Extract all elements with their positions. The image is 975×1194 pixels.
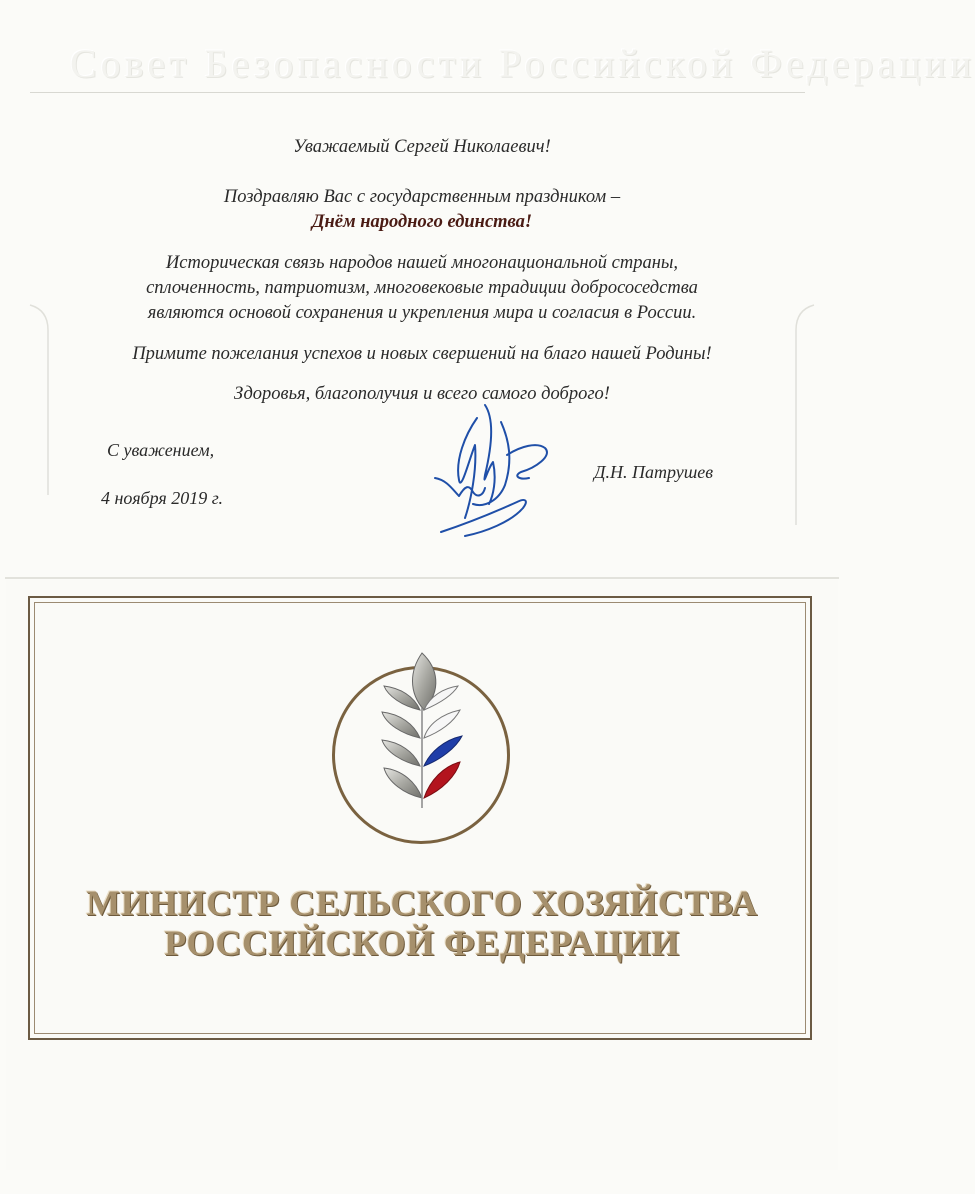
- closing-wish: Здоровья, благополучия и всего самого доброго!: [234, 384, 610, 404]
- wishes-line: Примите пожелания успехов и новых свершений на благо нашей Родины!: [132, 344, 712, 364]
- holiday-name: Днём народного единства!: [311, 212, 533, 232]
- wheat-flag-emblem-icon: [372, 648, 472, 818]
- fold-line: [5, 577, 839, 579]
- paragraph-line: Историческая связь народов нашей многонациональной страны,: [165, 253, 679, 273]
- paragraph-line: являются основой сохранения и укрепления мира и согласия в России.: [147, 303, 697, 323]
- signatory-name: Д.Н. Патрушев: [594, 462, 714, 482]
- cover-title-line1: МИНИСТР СЕЛЬСКОГО ХОЗЯЙСТВА: [86, 883, 758, 923]
- sheet-edge-line: [30, 92, 805, 93]
- embossed-header: Совет Безопасности Российской Федерации: [70, 41, 975, 86]
- regards: С уважением,: [107, 440, 215, 460]
- salutation: Уважаемый Сергей Николаевич!: [293, 137, 551, 157]
- signature-image: [425, 400, 560, 540]
- paragraph-line: сплоченность, патриотизм, многовековые традиции добрососедства: [146, 278, 698, 298]
- cover-title-line2: РОССИЙСКОЙ ФЕДЕРАЦИИ: [164, 923, 680, 963]
- letter-date: 4 ноября 2019 г.: [101, 488, 224, 508]
- greeting-line: Поздравляю Вас с государственным праздником –: [223, 187, 621, 207]
